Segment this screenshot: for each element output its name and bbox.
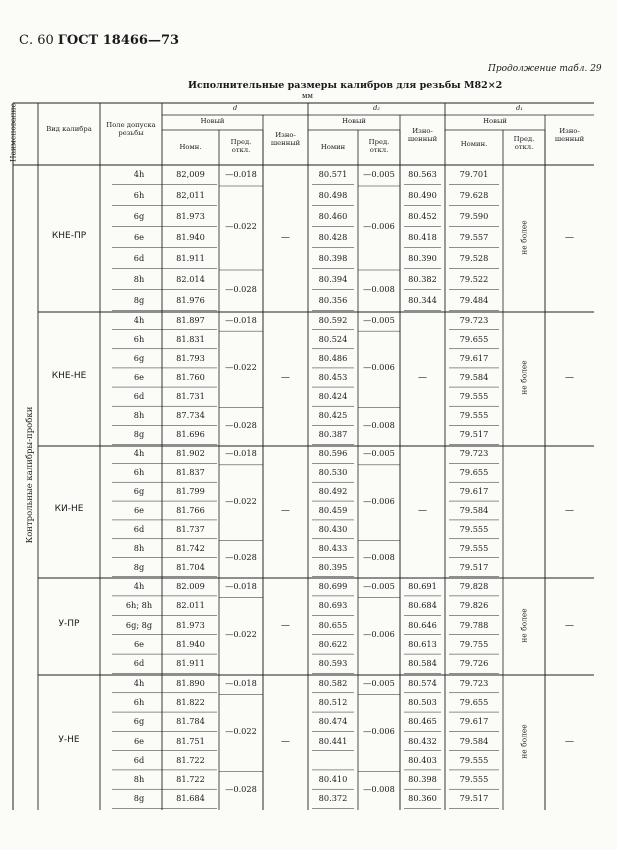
d1-nominal-cell: 79.723	[459, 448, 489, 459]
d1-nominal-cell: 79.726	[459, 658, 489, 669]
d1-nominal-cell: 79.826	[459, 600, 489, 611]
tolerance-cell: 6h	[133, 189, 145, 200]
d-nominal-cell: 81.973	[176, 619, 205, 630]
d1-nominal-cell: 79.517	[459, 429, 489, 440]
d1-worn-dash: —	[565, 506, 574, 516]
d1-nominal-cell: 79.617	[459, 486, 489, 497]
page-number: С. 60	[19, 33, 54, 48]
d1-nominal-cell: 79.584	[459, 505, 489, 515]
d-nominal-cell: 81.760	[176, 372, 205, 382]
d2-worn-cell: 80.403	[408, 754, 437, 765]
d2-nominal-cell: 80.498	[318, 189, 348, 200]
d2-deviation-cell: —0.005	[363, 314, 395, 325]
tolerance-cell: 6e	[133, 638, 145, 649]
d2-nominal-cell: 80.622	[318, 638, 348, 649]
d1-nominal-cell: 79.755	[459, 638, 489, 649]
header-worn-d: Изно- шенный	[270, 131, 301, 147]
d2-nominal-cell: 80.459	[318, 505, 348, 515]
d1-nominal-cell: 79.723	[459, 677, 489, 688]
d1-nominal-cell: 79.484	[459, 294, 489, 305]
tolerance-cell: 6d	[133, 391, 145, 402]
gauge-kind-label: КНЕ-НЕ	[51, 371, 87, 381]
d-deviation-cell: —0.022	[225, 629, 257, 640]
tolerance-cell: 6e	[133, 231, 145, 242]
d-nominal-cell: 81.890	[176, 677, 205, 688]
tolerance-cell: 6d	[133, 252, 145, 263]
header-new-d2: Новый	[342, 117, 366, 125]
tolerance-cell: 6h	[133, 333, 145, 344]
tolerance-cell: 6g; 8g	[125, 619, 153, 630]
d-nominal-cell: 81.784	[176, 716, 205, 727]
d-nominal-cell: 81.722	[176, 774, 205, 785]
d-deviation-cell: —0.028	[225, 552, 257, 563]
tolerance-cell: 6g	[133, 210, 145, 221]
tolerance-cell: 8g	[133, 793, 145, 804]
d-nominal-cell: 81.837	[176, 467, 205, 478]
d1-nominal-cell: 79.617	[459, 352, 489, 363]
d-worn-dash: —	[281, 373, 290, 383]
header-worn-d2: Изно- шенный	[407, 127, 438, 143]
tolerance-cell: 6h; 8h	[125, 600, 153, 611]
standard-code: ГОСТ 18466—73	[57, 33, 180, 48]
gauge-kind-label: У-ПР	[58, 618, 80, 629]
d2-worn-cell: 80.584	[408, 658, 437, 669]
d-deviation-cell: —0.018	[225, 448, 257, 459]
d1-nominal-cell: 79.555	[459, 523, 489, 534]
d2-nominal-cell: 80.592	[318, 314, 348, 325]
d-nominal-cell: 81.799	[176, 486, 205, 497]
d2-worn-cell: 80.360	[408, 793, 437, 804]
d-deviation-cell: —0.018	[225, 314, 257, 325]
d2-worn-cell: 80.490	[408, 189, 437, 200]
tolerance-cell: 6h	[133, 696, 145, 707]
d1-worn-dash: —	[565, 373, 574, 383]
d1-nominal-cell: 79.655	[459, 696, 489, 707]
d-worn-dash: —	[281, 620, 290, 631]
d2-deviation-cell: —0.005	[363, 580, 395, 591]
table-title: Исполнительные размеры калибров для резьбы М82×2	[188, 80, 503, 91]
d2-nominal-cell: 80.655	[318, 619, 348, 630]
d-nominal-cell: 81.976	[176, 294, 205, 305]
header-new-d1: Новый	[483, 117, 507, 125]
d1-worn-dash: —	[565, 620, 574, 631]
header-d1: d₁	[515, 104, 524, 112]
d2-nominal-cell: 80.441	[318, 735, 348, 746]
tolerance-cell: 8g	[133, 561, 145, 572]
d2-nominal-cell: 80.394	[318, 273, 348, 284]
d-deviation-cell: —0.022	[225, 362, 257, 373]
d2-deviation-cell: —0.006	[363, 221, 395, 231]
d1-nominal-cell: 79.557	[459, 231, 489, 242]
d1-nominal-cell: 79.590	[459, 210, 489, 221]
d2-nominal-cell: 80.524	[318, 333, 348, 344]
tolerance-cell: 6d	[133, 523, 145, 534]
d1-nominal-cell: 79.584	[459, 735, 489, 746]
header-nom-d2: Номин	[320, 143, 346, 151]
d2-worn-cell: 80.646	[408, 619, 437, 630]
d-nominal-cell: 81.704	[176, 561, 205, 572]
d2-deviation-cell: —0.006	[363, 725, 395, 736]
d-nominal-cell: 82.011	[176, 600, 205, 611]
header-d2: d₂	[372, 104, 381, 112]
not-more-note: не более	[519, 360, 529, 395]
tolerance-cell: 8h	[133, 273, 145, 284]
d2-nominal-cell: 80.474	[318, 716, 348, 727]
d2-nominal-cell: 80.424	[318, 391, 348, 402]
tolerance-cell: 6d	[133, 658, 145, 669]
d-nominal-cell: 81.766	[176, 505, 205, 515]
d-nominal-cell: 81.731	[176, 391, 205, 402]
d-nominal-cell: 82,009	[176, 168, 205, 179]
header-tolerance: Поле допуска резьбы	[106, 121, 156, 137]
d1-nominal-cell: 79.522	[459, 273, 489, 284]
d1-nominal-cell: 79.517	[459, 793, 489, 804]
d1-nominal-cell: 79.528	[459, 252, 489, 263]
d-nominal-cell: 87.734	[176, 410, 205, 421]
d2-nominal-cell: 80.530	[318, 467, 348, 478]
d-nominal-cell: 81.940	[176, 231, 205, 242]
d-nominal-cell: 81.911	[176, 252, 205, 263]
d2-nominal-cell: 80.596	[318, 448, 348, 459]
not-more-note: не более	[519, 219, 529, 255]
d-deviation-cell: —0.028	[225, 419, 257, 430]
d2-deviation-cell: —0.008	[363, 284, 395, 294]
d-nominal-cell: 81.696	[176, 429, 205, 440]
d1-nominal-cell: 79.723	[459, 314, 489, 325]
d2-deviation-cell: —0.008	[363, 552, 395, 563]
tolerance-cell: 6g	[133, 716, 145, 727]
d2-deviation-cell: —0.006	[363, 495, 395, 506]
d2-worn-cell: 80.418	[408, 231, 437, 242]
tolerance-cell: 6d	[133, 754, 145, 765]
tolerance-cell: 6g	[133, 352, 145, 363]
header-worn-d1: Изно- шенный	[554, 127, 585, 143]
d1-nominal-cell: 79.555	[459, 391, 489, 402]
d-nominal-cell: 81.831	[176, 333, 205, 344]
d-deviation-cell: —0.028	[225, 284, 257, 294]
d1-nominal-cell: 79.517	[459, 561, 489, 572]
d2-deviation-cell: —0.005	[363, 448, 395, 459]
d2-worn-cell: 80.503	[408, 696, 437, 707]
d-nominal-cell: 82,011	[176, 189, 205, 200]
tolerance-cell: 6h	[133, 467, 145, 478]
header-dev-d1: Пред. откл.	[513, 135, 535, 151]
tolerance-cell: 8g	[133, 294, 145, 305]
tolerance-cell: 4h	[133, 677, 145, 688]
not-more-note: не более	[519, 723, 529, 759]
d-deviation-cell: —0.022	[225, 495, 257, 506]
d2-nominal-cell: 80.433	[318, 542, 348, 553]
d-worn-dash: —	[281, 506, 290, 516]
d-deviation-cell: —0.018	[225, 580, 257, 591]
d2-nominal-cell: 80.372	[318, 793, 348, 804]
d2-worn-dash: —	[418, 506, 427, 516]
header-d: d	[232, 104, 238, 112]
d1-nominal-cell: 79.828	[459, 580, 489, 591]
d2-worn-cell: 80.390	[408, 252, 437, 263]
d2-nominal-cell: 80.571	[318, 168, 348, 179]
gauge-kind-label: КИ-НЕ	[54, 504, 84, 514]
d1-nominal-cell: 79.555	[459, 542, 489, 553]
d1-nominal-cell: 79.788	[459, 619, 489, 630]
d2-nominal-cell: 80.398	[318, 252, 348, 263]
tolerance-cell: 6g	[133, 486, 145, 497]
d2-worn-cell: 80.613	[408, 638, 437, 649]
d-nominal-cell: 81.902	[176, 448, 205, 459]
d-nominal-cell: 81.911	[176, 658, 205, 669]
d2-deviation-cell: —0.008	[363, 419, 395, 430]
d1-worn-dash: —	[565, 736, 574, 747]
header-dev-d2: Пред. откл.	[368, 138, 390, 154]
d-deviation-cell: —0.022	[225, 725, 257, 736]
tolerance-cell: 6e	[133, 372, 145, 382]
d2-nominal-cell: 80.356	[318, 294, 348, 305]
d2-worn-cell: 80.465	[408, 716, 437, 727]
d2-worn-cell: 80.398	[408, 774, 437, 785]
d2-worn-cell: 80.691	[408, 580, 437, 591]
d2-worn-cell: 80.382	[408, 273, 437, 284]
d2-nominal-cell: 80.425	[318, 410, 348, 421]
d2-deviation-cell: —0.006	[363, 362, 395, 373]
d-worn-dash: —	[281, 736, 290, 747]
d2-nominal-cell: 80.387	[318, 429, 348, 440]
d-nominal-cell: 81.684	[176, 793, 205, 804]
d2-nominal-cell: 80.582	[318, 677, 348, 688]
gauge-kind-label: У-НЕ	[58, 734, 80, 745]
tolerance-cell: 4h	[133, 448, 145, 459]
header-kind: Вид калибра	[46, 125, 92, 133]
d-nominal-cell: 81.822	[176, 696, 205, 707]
d2-deviation-cell: —0.006	[363, 629, 395, 640]
d-worn-dash: —	[281, 232, 290, 243]
continuation-label: Продолжение табл. 29	[488, 64, 602, 74]
tolerance-cell: 6e	[133, 505, 145, 515]
d1-nominal-cell: 79.701	[459, 168, 489, 179]
d2-worn-cell: 80.452	[408, 210, 437, 221]
d2-nominal-cell: 80.395	[318, 561, 348, 572]
header-nom-d: Номн.	[179, 143, 202, 151]
d1-nominal-cell: 79.655	[459, 333, 489, 344]
d-deviation-cell: —0.018	[225, 168, 257, 179]
tolerance-cell: 4h	[133, 168, 145, 179]
d-nominal-cell: 81.973	[176, 210, 205, 221]
d2-nominal-cell: 80.699	[318, 580, 348, 591]
tolerance-cell: 8h	[133, 542, 145, 553]
tolerance-cell: 8h	[133, 774, 145, 785]
d1-worn-dash: —	[565, 232, 574, 243]
header-new-d: Новый	[200, 117, 225, 125]
side-label: Контрольные калибры-пробки	[25, 406, 35, 544]
d-nominal-cell: 81.940	[176, 638, 205, 649]
d-nominal-cell: 82.009	[176, 580, 205, 591]
d-deviation-cell: —0.018	[225, 677, 257, 688]
d-deviation-cell: —0.028	[225, 783, 257, 794]
tolerance-cell: 4h	[133, 580, 145, 591]
d1-nominal-cell: 79.555	[459, 410, 489, 421]
tolerance-cell: 8h	[133, 410, 145, 421]
header-dev-d: Пред. откл.	[230, 138, 252, 154]
d1-nominal-cell: 79.555	[459, 774, 489, 785]
d2-nominal-cell: 80.453	[318, 372, 348, 382]
d-nominal-cell: 82.014	[176, 273, 205, 284]
not-more-note: не более	[519, 607, 529, 643]
d2-deviation-cell: —0.005	[363, 677, 395, 688]
d-nominal-cell: 81.793	[176, 352, 205, 363]
d-nominal-cell: 81.742	[176, 542, 205, 553]
header-name: Наименование	[8, 103, 18, 162]
d1-nominal-cell: 79.628	[459, 189, 489, 200]
d2-worn-cell: 80.563	[408, 168, 437, 179]
d2-nominal-cell: 80.430	[318, 523, 348, 534]
d-nominal-cell: 81.897	[176, 314, 205, 325]
d2-worn-cell: 80.574	[408, 677, 437, 688]
d1-nominal-cell: 79.584	[459, 372, 489, 382]
d2-worn-dash: —	[418, 373, 427, 383]
d-nominal-cell: 81.737	[176, 523, 205, 534]
d2-worn-cell: 80.684	[408, 600, 437, 611]
d2-nominal-cell: 80.460	[318, 210, 348, 221]
d2-nominal-cell: 80.492	[318, 486, 348, 497]
d-nominal-cell: 81.751	[176, 735, 205, 746]
d2-worn-cell: 80.344	[408, 294, 437, 305]
d1-nominal-cell: 79.617	[459, 716, 489, 727]
d2-deviation-cell: —0.008	[363, 783, 395, 794]
d2-nominal-cell: 80.410	[318, 774, 348, 785]
d2-deviation-cell: —0.005	[363, 168, 395, 179]
tolerance-cell: 8g	[133, 429, 145, 440]
d2-nominal-cell: 80.593	[318, 658, 348, 669]
d1-nominal-cell: 79.555	[459, 754, 489, 765]
header-nom-d1: Номин.	[460, 140, 488, 148]
table-unit: мм	[302, 92, 313, 100]
d-deviation-cell: —0.022	[225, 221, 257, 231]
d2-nominal-cell: 80.486	[318, 352, 348, 363]
d1-nominal-cell: 79.655	[459, 467, 489, 478]
d2-worn-cell: 80.432	[408, 735, 437, 746]
d2-nominal-cell: 80.512	[318, 696, 348, 707]
d2-nominal-cell: 80.693	[318, 600, 348, 611]
tolerance-cell: 4h	[133, 314, 145, 325]
d2-nominal-cell: 80.428	[318, 231, 348, 242]
d-nominal-cell: 81.722	[176, 754, 205, 765]
gauge-kind-label: КНЕ-ПР	[51, 230, 87, 241]
tolerance-cell: 6e	[133, 735, 145, 746]
